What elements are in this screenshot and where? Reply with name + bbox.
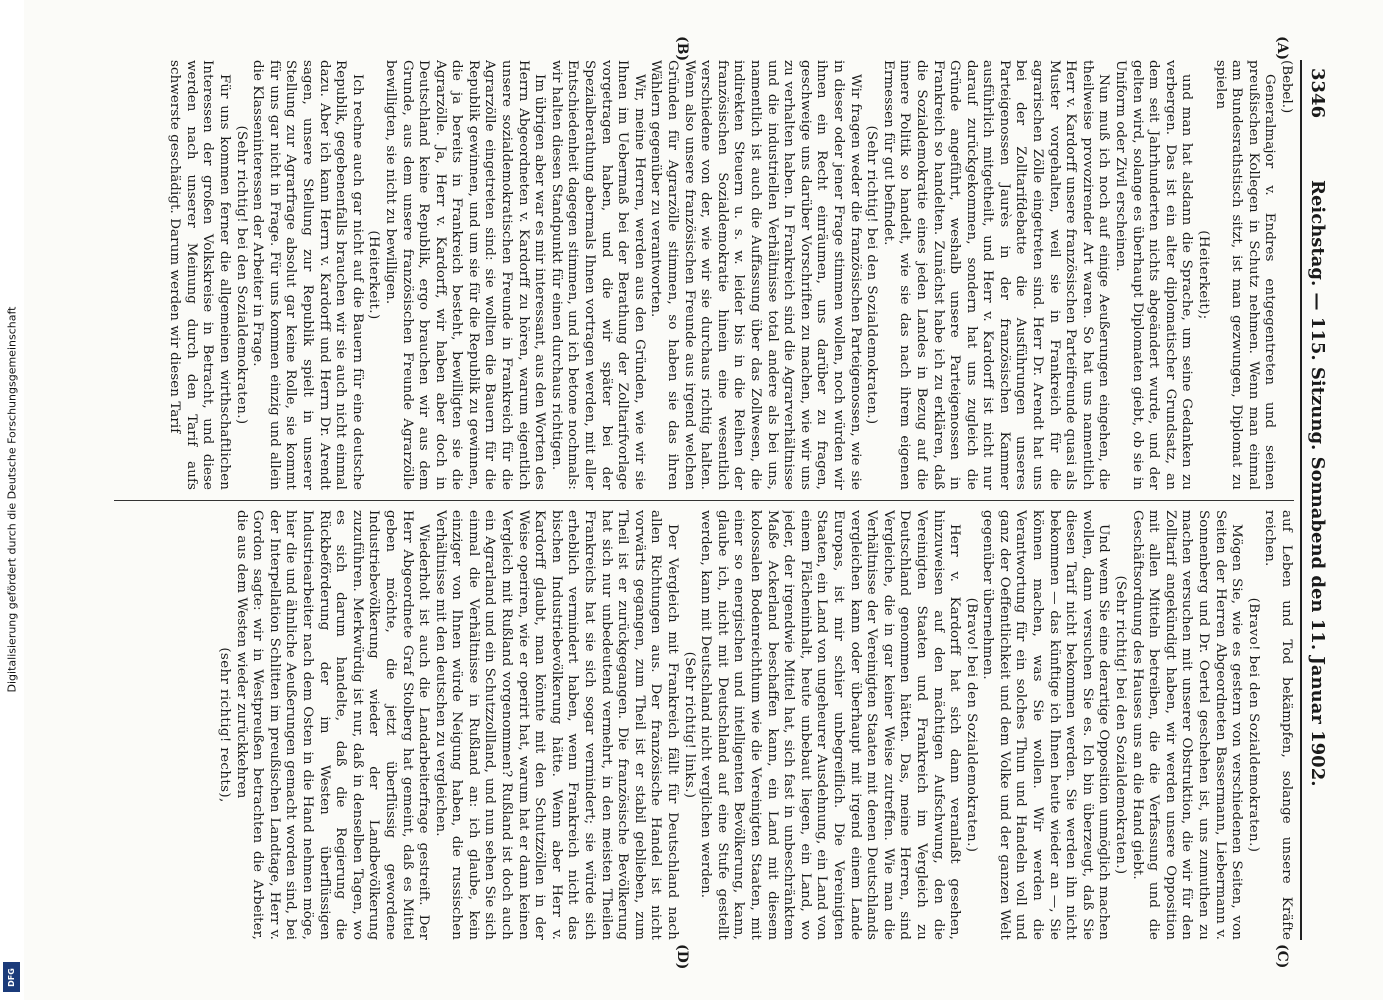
paragraph: und man hat alsdann die Sprache, um seine Gedanken zu verbergen. Das ist ein alter diplomatischer Grundsatz, an dem seit Jahrhunderten nichts abgeändert wurde, und der gelten wird, solange es überhaupt Diplomaten giebt, ob sie in Uniform oder Zivil erscheinen. [1113, 60, 1195, 490]
paragraph: Im übrigen aber war es mir interessant, aus den Worten des Herrn Abgeordneten v. Kardorff zu hören, warum eigentlich unsere sozialdemokratischen Freunde in Frankreich für die Agrarzölle eingetreten sind: sie wollten die Bauern für die Republik gewinnen, und um sie für die Republik zu gewinnen, die ja bereits in Frankreich besteht, bewilligten sie die Agrarzölle. Ja, Herr v. Kardorff, wir haben aber doch in Deutschland keine Republik, ergo brauchen wir aus dem Grunde, aus dem unsere französischen Freunde Agrarzölle bewilligten, sie nicht zu bewilligen. [382, 60, 548, 490]
interjection: (Sehr richtig! bei den Sozialdemokraten.) [1113, 575, 1129, 875]
interjection: (Heiterkeit.) [366, 230, 382, 320]
interjection: (Heiterkeit); [1196, 230, 1212, 320]
paragraph: Wir fragen weder die französischen Parteigenossen, wie sie in dieser oder jener Frage stimmen wollen, noch würden wir ihnen ein Recht einräumen, uns darüber zu fragen, geschweige uns darüber Vorschriften zu machen, wie wir uns zu verhalten haben. In Frankreich sind die Agrarverhältnisse und die industriellen Verhältnisse total andere als bei uns, namentlich ist auch die Auffassung über das Zollwesen, die indirekten Steuern u. s. w. leider bis in die Reihen der französischen Sozialdemokratie hinein eine wesentlich verschiedene von der, wie wir sie durchaus richtig halten. Wenn also unsere französischen Freunde aus irgend welchen Gründen für Agrarzölle stimmen, so haben sie das ihren Wählern gegenüber zu verantworten. [648, 60, 863, 490]
margin-mark-d: (D) [674, 944, 690, 970]
left-column [114, 60, 1294, 490]
margin-mark-c: (C) [1274, 944, 1290, 969]
attribution-text: Digitalisierung gefördert durch die Deutsche Forschungsgemeinschaft [5, 306, 19, 693]
interjection: (Sehr richtig! links.) [681, 651, 697, 799]
running-head: Reichstag. — 115. Sitzung. Sonnabend den 11. Januar 1902. [1307, 180, 1328, 787]
margin-mark-a: (A) [1274, 36, 1290, 61]
page-number: 3346 [1307, 68, 1328, 119]
paragraph: Mögen Sie, wie es gestern von verschiedenen Seiten, von Seiten der Herren Abgeordneten Bassermann, Liebermann v. Sonnenberg und Dr. Oertel geschehen ist, uns zumuthen zu machen versuchen mit unserer Obstruktion, die wir für den Zolltarif angekündigt haben, wir werden unsere Opposition mit allen Mitteln betreiben, die die Verfassung und die Geschäftsordnung des Hauses uns an die Hand giebt. [1129, 510, 1245, 940]
speaker-name: (Bebel.) [1279, 60, 1294, 114]
column-divider [114, 500, 1294, 501]
paragraph: Generalmajor v. Endres entgegentreten und seinen preußischen Kollegen in Schutz nehmen. Wenn man einmal am Bundesrathstisch sitzt, ist man gezwungen, Diplomat zu spielen [1212, 60, 1278, 490]
paragraph: auf Leben und Tod bekämpfen, solange unsere Kräfte reichen. [1262, 510, 1294, 940]
paragraph: Für uns kommen ferner die allgemeinen wirthschaftlichen Interessen der großen Volkskreise in Betracht, und diese werden nach unserer Meinung durch den Tarif aufs schwerste geschädigt. Darum werden wir diesen Tarif [167, 60, 232, 490]
paragraph: Wiederholt ist auch die Landarbeiterfrage gestreift. Der Herr Abgeordnete Graf Stolberg hat gemeint, daß es Mittel geben möchte, die jetzt überflüssig gewordene Industriebevölkerung wieder der Landbevölkerung zuzuführen. Merkwürdig ist nur, daß in denselben Tagen, wo es sich darum handelte, daß die Regierung die Rückbeförderung der im Westen überflüssigen Industriearbeiter nach dem Osten in die Hand nehmen möge, hier die und ähnliche Aeußerungen gemacht worden sind, bei der Interpellation Schlitten im preußischen Landtage, Herr v. Gordon sagte: wir in Westpreußen betrachten die Arbeiter, die aus dem Westen wieder zurückkehren [233, 510, 432, 940]
paragraph: Ich rechne auch gar nicht auf die Bauern für eine deutsche Republik, gegebenenfalls brauchen wir sie auch nicht einmal dazu. Aber ich kann Herrn v. Kardorff und Herrn Dr. Arendt sagen, unsere Stellung zur Republik spielt in unserer Stellung zur Agrarfrage absolut gar keine Rolle, sie kommt für uns gar nicht in Frage. Für uns kommen einzig und allein die Klasseninteressen der Arbeiter in Frage. [250, 60, 365, 490]
dfg-logo [3, 962, 20, 992]
interjection: (Bravo! bei den Sozialdemokraten.) [963, 597, 979, 853]
right-column [114, 510, 1294, 940]
interjection: (Sehr richtig! bei den Sozialdemokraten.) [864, 125, 880, 425]
margin-mark-b: (B) [674, 36, 690, 62]
paragraph: Nun muß ich noch auf einige Aeußerungen eingehen, die theilweise provozirender Art waren. So hat uns namentlich Herr v. Kardorff unsere französischen Parteifreunde quasi als Muster vorgehalten, weil sie in Frankreich für die agrarischen Zölle eingetreten sind. Herr Dr. Arendt hat uns bei der Zolltarifdebatte die Ausführungen unseres Parteigenossen Jaurès in der französischen Kammer ausführlich mitgetheilt, und Herr v. Kardorff ist nicht nur darauf zurückgekommen, sondern hat uns zugleich die Gründe angeführt, weshalb unsere Parteigenossen in Frankreich so handelten. Zunächst habe ich zu erklären, daß die Sozialdemokratie eines jeden Landes in Bezug auf die innere Politik so handelt, wie sie das nach ihrem eigenen Ermessen für gut befindet. [880, 60, 1112, 490]
dfg-logo-text: DFG [7, 967, 17, 987]
paragraph: Und wenn Sie eine derartige Opposition unmöglich machen wollen, dann versuchen Sie es. Ich bin überzeugt, daß Sie diesen Tarif nicht bekommen werden. Sie werden ihn nicht bekommen — das künftige ich Ihnen heute wieder an —, Sie können machen, was Sie wollen. Wir werden die Verantwortung für ein solches Thun und Handeln voll und ganz der Oeffentlichkeit und dem Volke und der ganzen Welt gegenüber übernehmen. [980, 510, 1112, 940]
interjection: (Bravo! bei den Sozialdemokraten.) [1245, 597, 1261, 853]
page-header [1300, 60, 1330, 940]
rotated-page-content [90, 36, 1330, 970]
paragraph: Wir, meine Herren, werden aus den Gründen, wie wir sie Ihnen im Uebermaß bei der Berathung der Zolltarifvorlage vorgetragen haben, und die wir später bei der Spezialberathung abermals Ihnen vortragen werden, mit aller Entschiedenheit dagegen stimmen, und ich betone nochmals: wir halten diesen Standpunkt für einen durchaus richtigen. [548, 60, 647, 490]
header-rule [1300, 60, 1302, 940]
paragraph: Der Vergleich mit Frankreich fällt für Deutschland nach allen Richtungen aus. Der französische Handel ist nicht vorwärts gegangen, zum Theil ist er stabil geblieben, zum Theil ist er zurückgegangen. Die französische Bevölkerung hat sich nur unbedeutend vermehrt, in den meisten Theilen Frankreichs hat sie sich sogar vermindert; sie würde sich erheblich vermindert haben, wenn Frankreich nicht das bischen Industriebevölkerung hätte. Wenn aber Herr v. Kardorff glaubt, man könnte mit den Schutzzöllen in der Weise operiren, wie er operirt hat, warum hat er dann keinen Vergleich mit Rußland vorgenommen? Rußland ist doch auch ein Agrarland und ein Schutzzollland, und nun sehen Sie sich einmal die Verhältnisse in Rußland an: ich glaube, kein einziger von Ihnen würde Neigung haben, die russischen Verhältnisse mit den deutschen zu vergleichen. [432, 510, 681, 940]
paragraph: Herr v. Kardorff hat sich dann veranlaßt gesehen, hinzuweisen auf den mächtigen Aufschwung, den die Vereinigten Staaten und Frankreich im Vergleich zu Deutschland genommen hätten. Das, meine Herren, sind Vergleiche, die in gar keiner Weise zutreffen. Wie man die Verhältnisse der Vereinigten Staaten mit denen Deutschlands vergleichen kann oder überhaupt mit irgend einem Lande Europas, ist mir schier unbegreiflich. Die Vereinigten Staaten, ein Land von ungeheurer Ausdehnung, ein Land von einem Flächeninhalt, heute unbebaut liegen, ein Land, wo jeder, der irgendwie Mittel hat, sich fast in unbeschränktem Maße Ackerland beschaffen kann, ein Land mit diesem kolossalen Bodenreichthum wie die Vereinigten Staaten, mit einer so energischen und intelligenten Bevölkerung, kann, glaube ich, nicht mit Deutschland auf eine Stufe gestellt werden, kann mit Deutschland nicht verglichen werden. [698, 510, 963, 940]
interjection: (sehr richtig! rechts), [217, 647, 232, 803]
interjection: (Sehr richtig! bei den Sozialdemokraten.) [233, 125, 249, 425]
attribution-strip [0, 0, 24, 1000]
